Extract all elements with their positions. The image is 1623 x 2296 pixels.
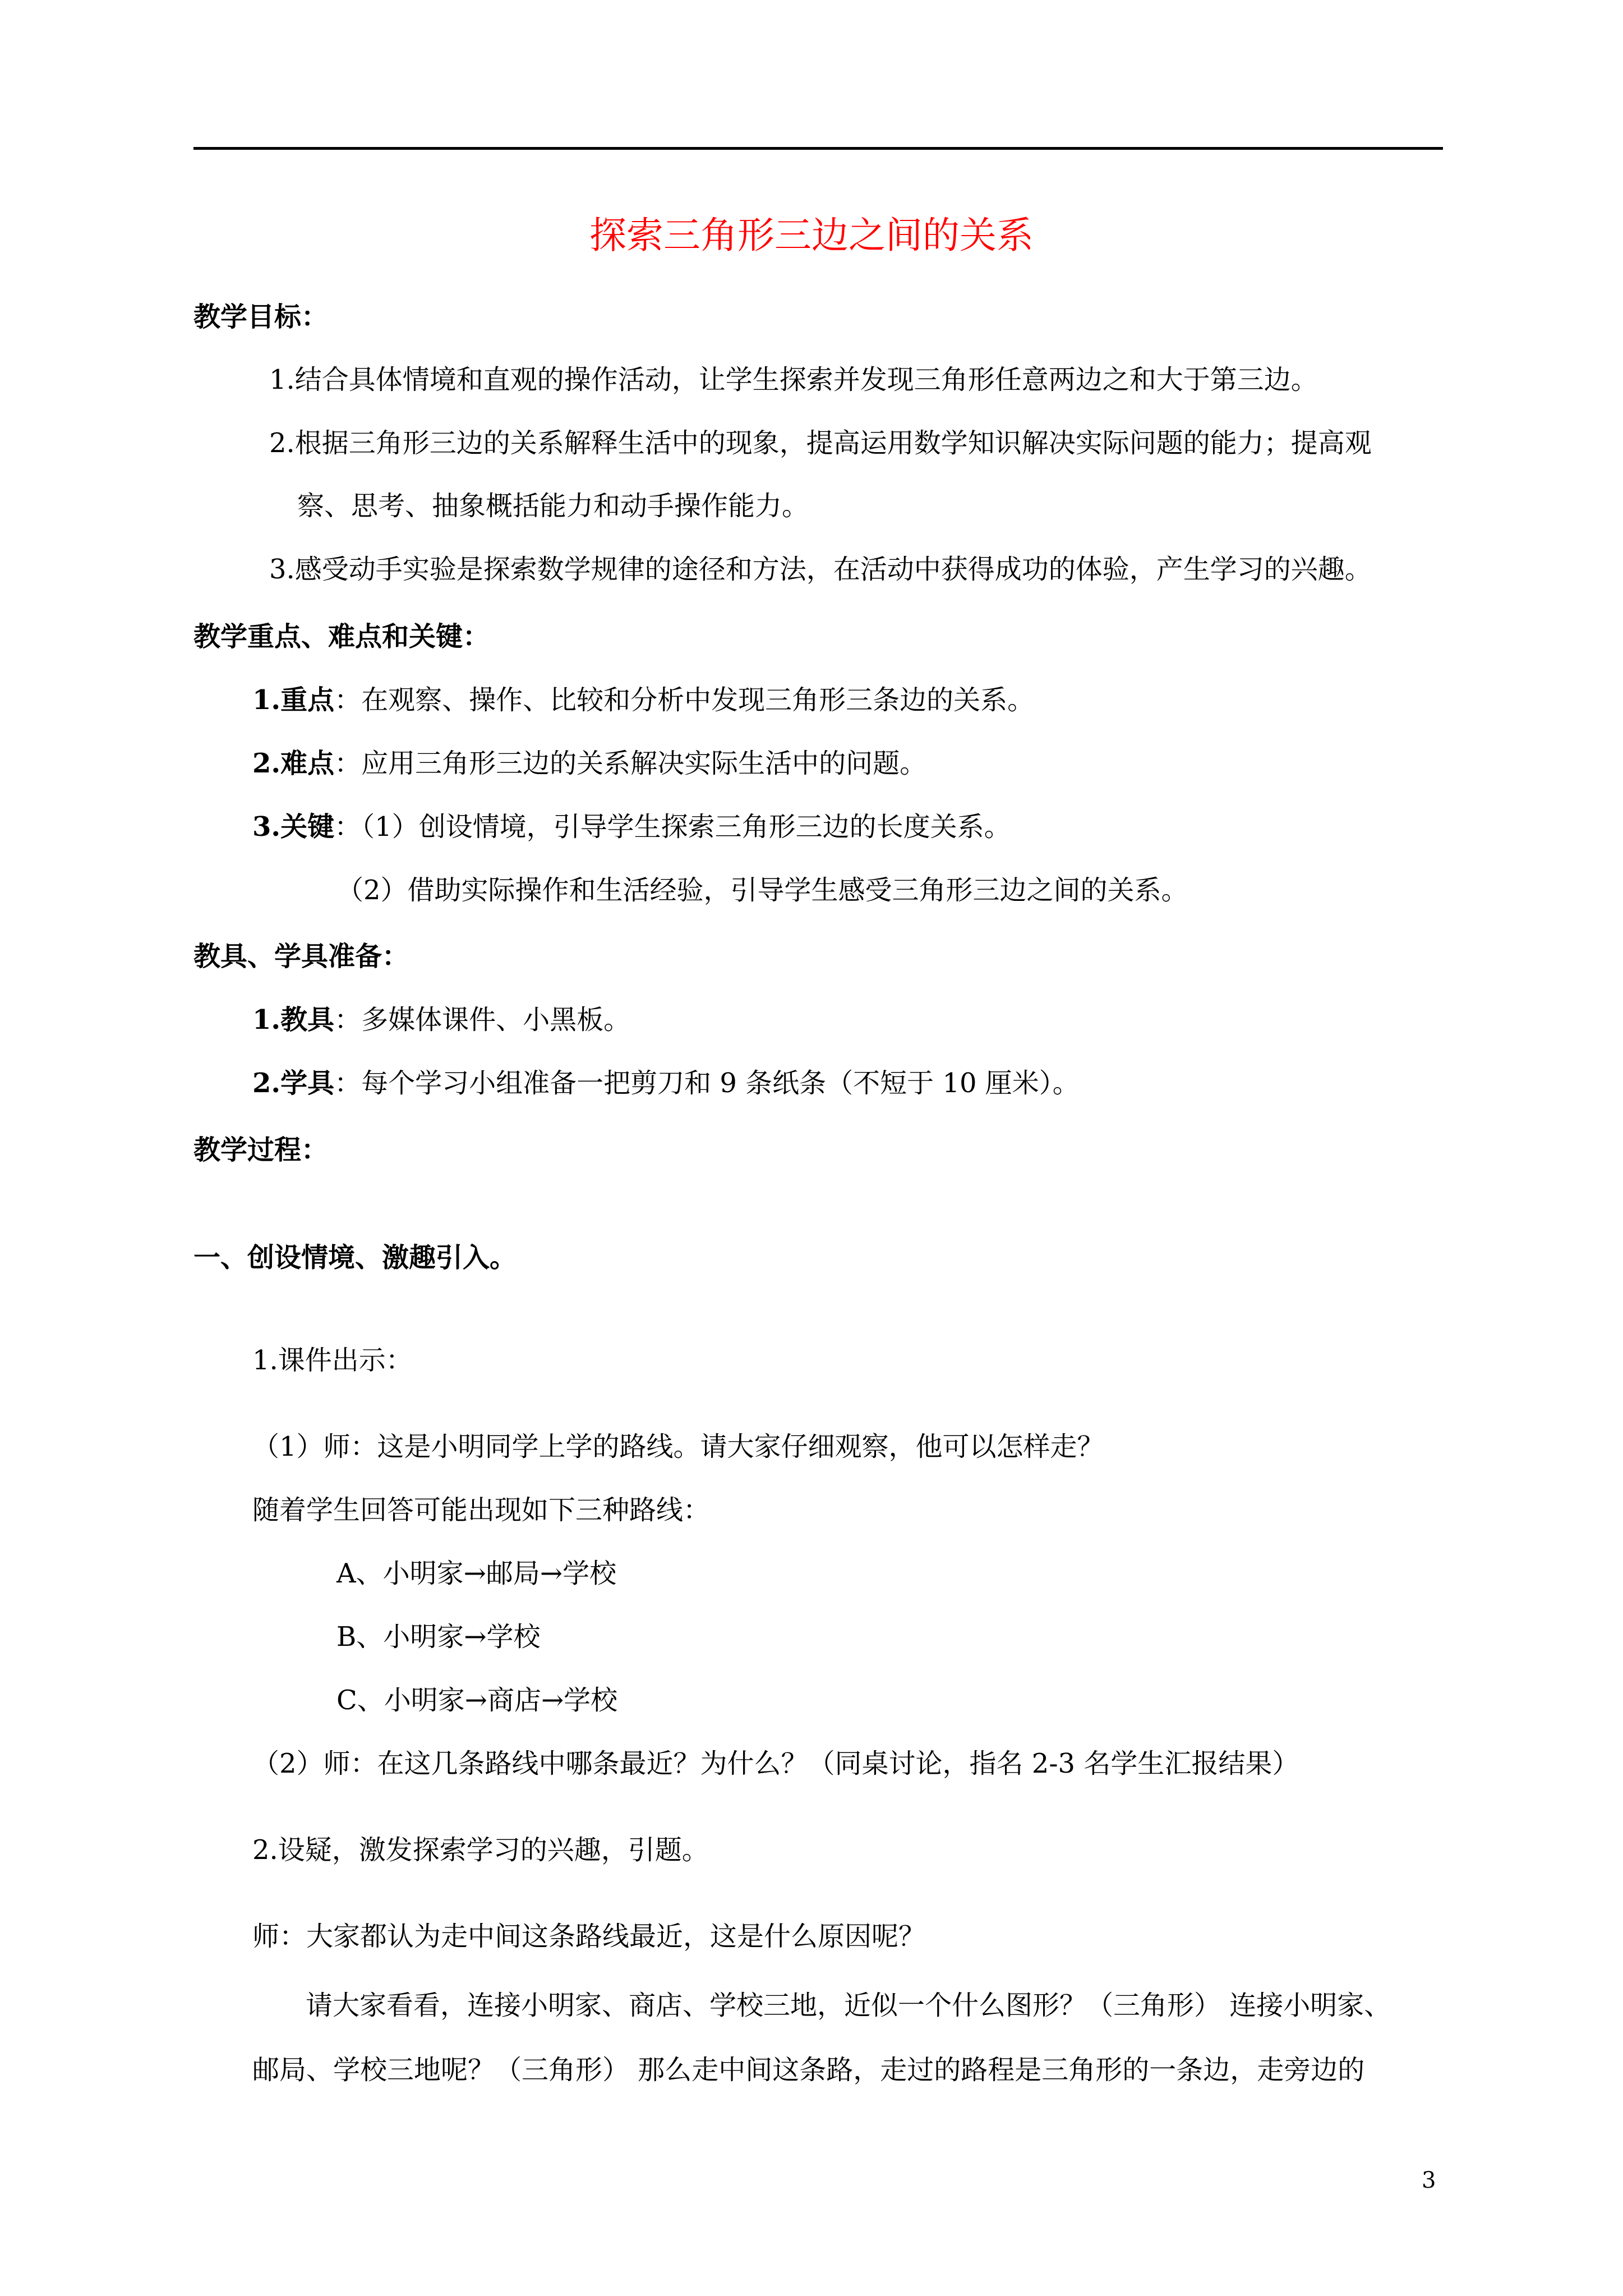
paragraph: 察、思考、抽象概括能力和动手操作能力。 <box>297 490 809 522</box>
paragraph: （1）师：这是小明同学上学的路线。请大家仔细观察，他可以怎样走？ <box>252 1431 1104 1462</box>
paragraph: 2.设疑，激发探索学习的兴趣，引题。 <box>252 1834 709 1866</box>
item-text: ：多媒体课件、小黑板。 <box>334 1004 631 1036</box>
paragraph: 邮局、学校三地呢？（三角形） 那么走中间这条路，走过的路程是三角形的一条边，走旁边的 <box>252 2054 1365 2086</box>
paragraph <box>252 683 1034 717</box>
section-heading: 教学重点、难点和关键： <box>193 621 490 652</box>
item-label: 1.教具 <box>252 1004 335 1036</box>
item-text: ：（1）创设情境，引导学生探索三角形三边的长度关系。 <box>334 811 1011 843</box>
section-heading: 一、创设情境、激趣引入。 <box>193 1242 517 1273</box>
route-item: C、小明家→商店→学校 <box>336 1685 618 1716</box>
item-text: ：应用三角形三边的关系解决实际生活中的问题。 <box>334 748 927 779</box>
item-text: ：在观察、操作、比较和分析中发现三角形三条边的关系。 <box>334 684 1035 716</box>
item-label: 2.学具 <box>252 1068 335 1099</box>
route-item: A、小明家→邮局→学校 <box>336 1558 617 1589</box>
section-heading: 教学过程： <box>193 1134 329 1166</box>
paragraph: 随着学生回答可能出现如下三种路线： <box>252 1494 711 1526</box>
header-rule <box>193 147 1443 150</box>
item-text: ：每个学习小组准备一把剪刀和 9 条纸条（不短于 10 厘米）。 <box>334 1068 1080 1099</box>
section-heading: 教学目标： <box>193 301 329 333</box>
paragraph: 请大家看看，连接小明家、商店、学校三地，近似一个什么图形？（三角形） 连接小明家、 <box>306 1990 1391 2021</box>
item-label: 2.难点 <box>252 748 335 779</box>
route-item: B、小明家→学校 <box>336 1621 541 1653</box>
paragraph: 1.结合具体情境和直观的操作活动，让学生探索并发现三角形任意两边之和大于第三边。 <box>269 364 1318 395</box>
paragraph <box>252 1003 630 1037</box>
paragraph <box>252 1066 1080 1100</box>
paragraph <box>252 810 1011 844</box>
paragraph: 师：大家都认为走中间这条路线最近，这是什么原因呢？ <box>252 1921 926 1952</box>
page-number: 3 <box>1422 2168 1436 2193</box>
item-label: 3.关键 <box>252 811 335 843</box>
paragraph: 3.感受动手实验是探索数学规律的途径和方法，在活动中获得成功的体验，产生学习的兴趣。 <box>269 554 1372 585</box>
paragraph: （2）借助实际操作和生活经验，引导学生感受三角形三边之间的关系。 <box>336 875 1188 906</box>
document-title: 探索三角形三边之间的关系 <box>589 214 1034 257</box>
section-heading: 教具、学具准备： <box>193 941 409 972</box>
paragraph: （2）师：在这几条路线中哪条最近？为什么？（同桌讨论，指名 2-3 名学生汇报结果） <box>252 1748 1299 1779</box>
paragraph <box>252 747 926 780</box>
paragraph: 2.根据三角形三边的关系解释生活中的现象，提高运用数学知识解决实际问题的能力；提高观 <box>269 427 1372 459</box>
item-label: 1.重点 <box>252 684 335 716</box>
paragraph: 1.课件出示： <box>252 1345 413 1376</box>
